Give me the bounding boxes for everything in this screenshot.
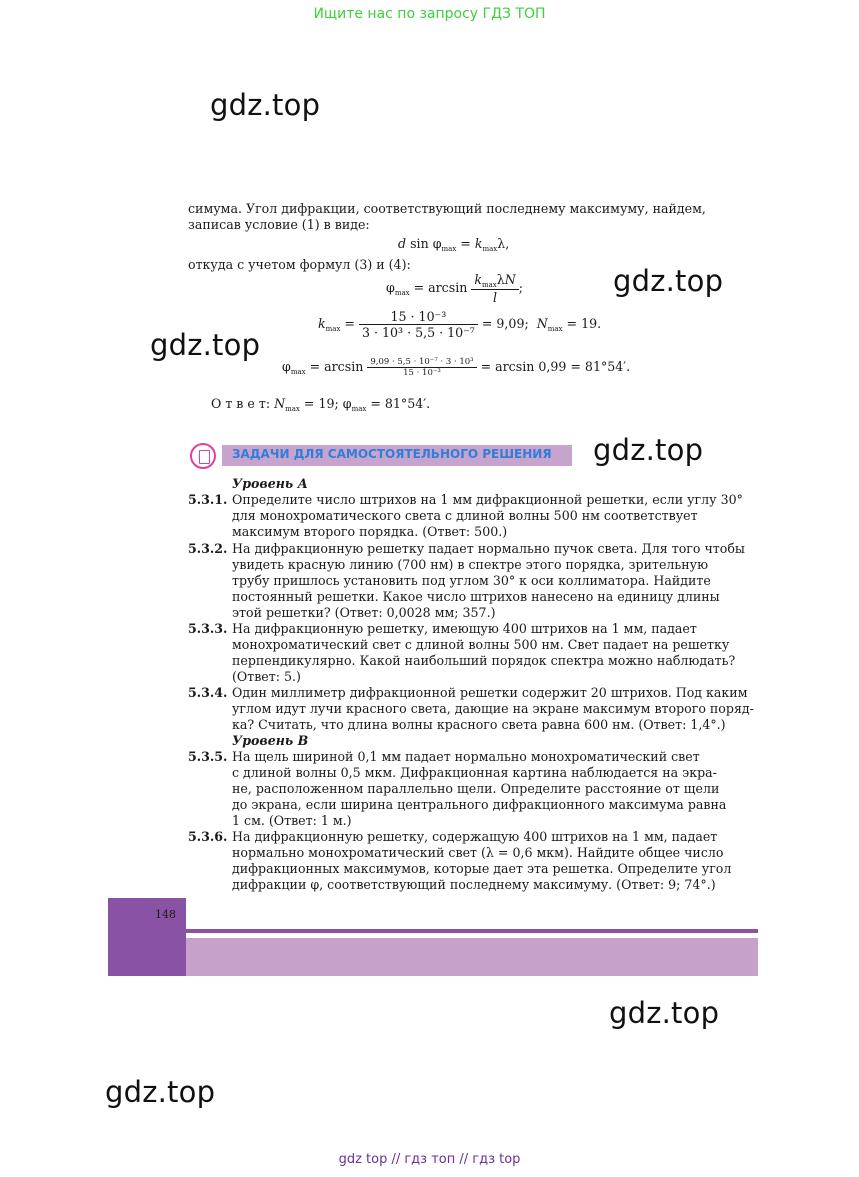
problem-line: углом идут лучи красного света, дающие на экране максимум второго поряд-	[232, 701, 754, 716]
watermark: gdz.top	[210, 88, 321, 122]
problem-line: (Ответ: 5.)	[232, 669, 301, 684]
level-label: Уровень А	[232, 476, 308, 491]
footer-divider	[186, 929, 758, 933]
problem-number: 5.3.2.	[188, 541, 228, 556]
problem-line: На дифракционную решетку, имеющую 400 штрихов на 1 мм, падает	[232, 621, 697, 636]
problem-line: для монохроматического света с длиной волны 500 нм соответствует	[232, 508, 698, 523]
problem-line: Определите число штрихов на 1 мм дифракционной решетки, если углу 30°	[232, 492, 743, 507]
watermark: gdz.top	[105, 1075, 216, 1109]
task-icon	[190, 443, 216, 469]
problem-number: 5.3.5.	[188, 749, 228, 764]
intro-line: симума. Угол дифракции, соответствующий последнему максимуму, найдем,	[188, 201, 706, 216]
problem-line: с длиной волны 0,5 мкм. Дифракционная картина наблюдается на экра-	[232, 765, 717, 780]
page-number: 148	[155, 908, 176, 921]
problem-line: постоянный решетки. Какое число штрихов нанесено на единицу длины	[232, 589, 720, 604]
problem-line: увидеть красную линию (700 нм) в спектре этого порядка, зрительную	[232, 557, 709, 572]
intro-line: записав условие (1) в виде:	[188, 217, 370, 232]
problem-line: На дифракционную решетку, содержащую 400 штрихов на 1 мм, падает	[232, 829, 718, 844]
problem-number: 5.3.1.	[188, 492, 228, 507]
problem-number: 5.3.3.	[188, 621, 228, 636]
problem-number: 5.3.6.	[188, 829, 228, 844]
problem-line: Один миллиметр дифракционной решетки содержит 20 штрихов. Под каким	[232, 685, 748, 700]
formula-k-max: $k_{max}$ = $\frac{\text{15 · 10⁻³}}{\text{3 · 10³ · 5,5 · 10⁻⁷}}$ = 9,09; $N_{max} = 19$.	[318, 309, 602, 340]
footer-band	[186, 938, 758, 976]
watermark: gdz.top	[593, 433, 704, 467]
problem-line: 1 см. (Ответ: 1 м.)	[232, 813, 352, 828]
problem-line: ка? Считать, что длина волны красного света равна 600 нм. (Ответ: 1,4°.)	[232, 717, 726, 732]
problem-line: дифракционных максимумов, которые дает эта решетка. Определите угол	[232, 861, 732, 876]
problem-line: нормально монохроматический свет (λ = 0,6 мкм). Найдите общее число	[232, 845, 724, 860]
problem-line: не, расположенном параллельно щели. Определите расстояние от щели	[232, 781, 720, 796]
level-label: Уровень В	[232, 733, 309, 748]
problem-line: перпендикулярно. Какой наибольший порядок спектра можно наблюдать?	[232, 653, 736, 668]
watermark: gdz.top	[609, 996, 720, 1030]
intro-line: откуда с учетом формул (3) и (4):	[188, 257, 411, 272]
problem-line: На щель шириной 0,1 мм падает нормально монохроматический свет	[232, 749, 700, 764]
watermark: gdz.top	[613, 264, 724, 298]
section-title: ЗАДАЧИ ДЛЯ САМОСТОЯТЕЛЬНОГО РЕШЕНИЯ	[232, 447, 552, 461]
problem-line: этой решетки? (Ответ: 0,0028 мм; 357.)	[232, 605, 496, 620]
problem-line: дифракции φ, соответствующий последнему максимуму. (Ответ: 9; 74°.)	[232, 877, 716, 892]
search-banner: Ищите нас по запросу ГДЗ ТОП	[313, 6, 546, 22]
problem-line: до экрана, если ширина центрального дифракционного максимума равна	[232, 797, 727, 812]
formula-condition: d $\sin \varphi_{max} = k_{max}\lambda$,	[398, 236, 510, 253]
problem-line: На дифракционную решетку падает нормально пучок света. Для того чтобы	[232, 541, 745, 556]
problem-line: максимум второго порядка. (Ответ: 500.)	[232, 524, 508, 539]
answer-line: О т в е т: $N_{max} = 19$; $\varphi_{max} = 81^\circ 54'$.	[211, 396, 431, 413]
formula-phi-result: $\varphi_{max} = \arcsin$ $\frac{\text{9,09 · 5,5 · 10⁻⁷ · 3 · 10³}}{\text{15 · 10⁻³}}$ = arcsin 0,99 = 81°54′.	[282, 357, 631, 378]
problem-line: монохроматический свет с длиной волны 500 нм. Свет падает на решетку	[232, 637, 730, 652]
footer-links: gdz top // гдз топ // гдз top	[338, 1152, 521, 1167]
formula-phi-max: $\varphi_{max} = \arcsin$ $\frac{k_{max}\lambda N}{l}$ ;	[386, 272, 524, 305]
problem-line: трубу пришлось установить под углом 30° к оси коллиматора. Найдите	[232, 573, 711, 588]
watermark: gdz.top	[150, 328, 261, 362]
problem-number: 5.3.4.	[188, 685, 228, 700]
